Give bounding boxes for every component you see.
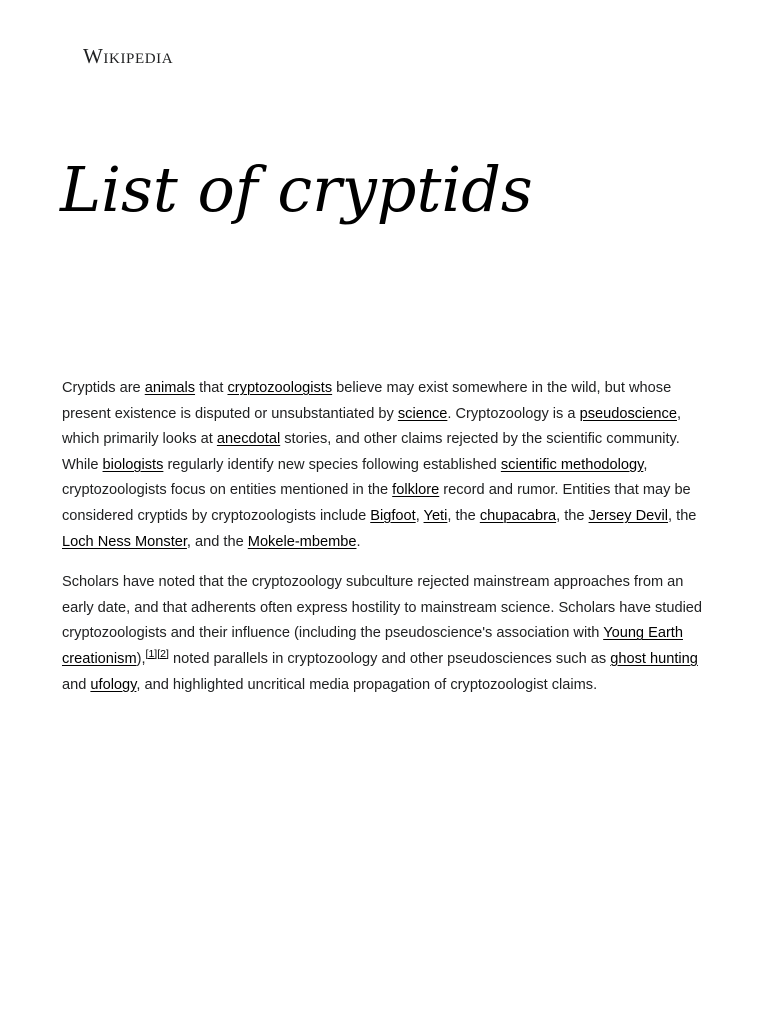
link-scientific-methodology[interactable]: scientific methodology: [500, 456, 644, 473]
link-animals[interactable]: animals: [144, 380, 196, 396]
text: ),: [136, 650, 146, 667]
link-science[interactable]: science: [397, 405, 448, 422]
link-young-earth-creationism[interactable]: Young Earth creationism: [62, 625, 683, 667]
text: , the: [447, 507, 480, 524]
page-title: List of cryptids: [60, 153, 533, 226]
link-anecdotal[interactable]: anecdotal: [216, 431, 281, 448]
text: that: [195, 380, 228, 396]
link-yeti[interactable]: Yeti: [423, 507, 448, 524]
text: noted parallels in cryptozoology and other pseudosciences such as: [168, 650, 611, 667]
link-folklore[interactable]: folklore: [392, 482, 440, 499]
citation-link-2[interactable]: [2]: [157, 648, 169, 661]
text: ,: [415, 507, 424, 524]
text: Cryptids are: [62, 380, 145, 396]
text: , the: [668, 507, 697, 524]
citation-2: [157, 648, 169, 660]
link-pseudoscience[interactable]: pseudoscience: [579, 405, 677, 422]
link-cryptozoologists[interactable]: cryptozoologists: [227, 380, 333, 396]
intro-paragraph-1: [62, 376, 708, 555]
text: Scholars have noted that the cryptozoology subculture rejected mainstream approaches from an early date, and that adherents often express hostility to mainstream science. Scholars have studied cryptozoologists and their influence (including the pseudoscience's association with: [62, 574, 703, 642]
text: stories, and other claims rejected by the scientific community. While: [62, 431, 680, 473]
article-content: [62, 376, 708, 713]
link-loch-ness-monster[interactable]: Loch Ness Monster: [62, 533, 187, 550]
link-biologists[interactable]: biologists: [102, 456, 164, 473]
citation-1: [146, 648, 158, 660]
text: , and the: [186, 533, 248, 550]
link-mokele-mbembe[interactable]: Mokele-mbembe: [247, 533, 357, 550]
text: .: [356, 533, 361, 550]
text: , and highlighted uncritical media propagation of cryptozoologist claims.: [136, 676, 598, 693]
link-bigfoot[interactable]: Bigfoot: [370, 507, 416, 524]
text: , the: [556, 507, 589, 524]
link-ufology[interactable]: ufology: [90, 676, 137, 693]
link-chupacabra[interactable]: chupacabra: [479, 507, 557, 524]
link-ghost-hunting[interactable]: ghost hunting: [610, 650, 698, 667]
text: , cryptozoologists focus on entities mentioned in the: [62, 456, 648, 499]
text: believe may exist somewhere in the wild, but whose present existence is disputed or unsubstantiated by: [62, 380, 672, 422]
text: , which primarily looks at: [62, 405, 682, 448]
citation-link-1[interactable]: [1]: [145, 648, 158, 661]
intro-paragraph-2: [62, 570, 708, 698]
wikipedia-wordmark[interactable]: Wikipedia: [83, 44, 174, 68]
text: regularly identify new species following established: [163, 456, 501, 473]
text: record and rumor. Entities that may be considered cryptids by cryptozoologists include: [62, 482, 691, 524]
link-jersey-devil[interactable]: Jersey Devil: [588, 507, 669, 524]
text: and: [62, 676, 91, 693]
text: . Cryptozoology is a: [447, 405, 580, 422]
